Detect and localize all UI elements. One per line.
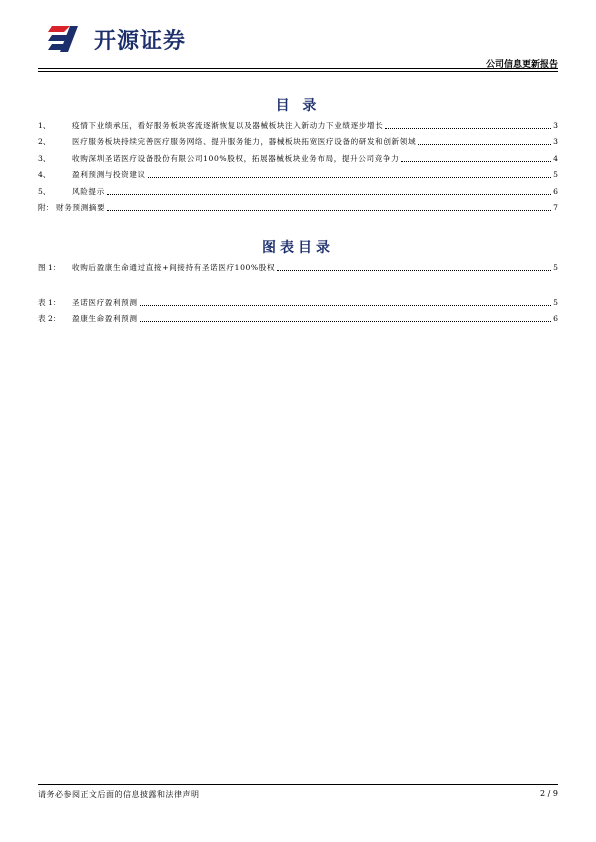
toc-entry-page: 5	[553, 170, 558, 179]
toc-entry-text: 风险提示	[72, 186, 105, 196]
toc-entry[interactable]	[38, 197, 558, 214]
table-entry[interactable]	[38, 291, 558, 308]
toc-entry[interactable]	[38, 147, 558, 164]
leader-dots	[140, 304, 552, 306]
logo-mark-icon	[48, 24, 88, 54]
leader-dots	[401, 160, 551, 162]
table-entry-number: 表 1：	[38, 297, 61, 307]
table-entry-text: 盈康生命盈利预测	[72, 314, 138, 323]
leader-dots	[148, 176, 551, 178]
figures-title: 图表目录	[262, 240, 334, 256]
toc-entry-text: 财务预测摘要	[56, 203, 106, 212]
toc-entry[interactable]	[38, 180, 558, 197]
page-number: 2 / 9	[540, 789, 558, 798]
leader-dots	[418, 143, 551, 145]
figure-entry-number: 图 1：	[38, 262, 61, 272]
toc-entry-number: 2、	[38, 137, 51, 146]
toc-entry-text: 收购深圳圣诺医疗设备股份有限公司100%股权，拓展器械板块业务布局，提升公司竞争力	[72, 153, 400, 163]
toc-entry-page: 3	[553, 120, 558, 130]
table-entry-number: 表 2：	[38, 314, 61, 323]
toc-entry-text: 盈利预测与投资建议	[72, 170, 146, 179]
toc-entry[interactable]	[38, 114, 558, 131]
table-list	[38, 291, 558, 324]
table-entry-page: 6	[553, 314, 558, 323]
leader-dots	[107, 193, 551, 195]
footer-disclaimer: 请务必参阅正文后面的信息披露和法律声明	[38, 790, 200, 799]
toc-entry-number: 5、	[38, 186, 51, 196]
report-type-label: 公司信息更新报告	[485, 60, 558, 70]
header-divider-thin	[38, 71, 558, 72]
toc-entry-number: 3、	[38, 153, 51, 163]
company-logo	[48, 22, 186, 56]
toc-entry-number: 4、	[38, 170, 51, 179]
leader-dots	[107, 209, 551, 211]
toc-entry-text: 疫情下业绩承压，看好服务板块客流逐渐恢复以及器械板块注入新动力下业绩逐步增长	[72, 120, 384, 130]
toc-entry-page: 7	[553, 203, 558, 212]
figure-entry-text: 收购后盈康生命通过直接+间接持有圣诺医疗100%股权	[72, 262, 276, 272]
leader-dots	[277, 269, 551, 271]
header-divider	[38, 68, 558, 69]
toc-entry-number: 附：	[38, 203, 54, 212]
logo-text: 开源证券	[94, 28, 187, 54]
table-entry-page: 5	[553, 297, 558, 307]
toc-entry-page: 6	[553, 186, 558, 196]
toc-list	[38, 114, 558, 213]
toc-entry[interactable]	[38, 164, 558, 181]
leader-dots	[385, 127, 551, 129]
toc-entry-number: 1、	[38, 120, 51, 130]
figure-list	[38, 256, 558, 273]
toc-entry-text: 医疗服务板块持续完善医疗服务网络、提升服务能力，器械板块拓宽医疗设备的研发和创新领域	[72, 137, 417, 146]
table-entry-text: 圣诺医疗盈利预测	[72, 297, 138, 307]
figure-entry[interactable]	[38, 256, 558, 273]
footer-divider	[38, 784, 558, 785]
toc-entry-page: 4	[553, 153, 558, 163]
table-entry[interactable]	[38, 308, 558, 325]
toc-title: 目 录	[275, 98, 321, 114]
toc-entry-page: 3	[553, 137, 558, 146]
toc-entry[interactable]	[38, 131, 558, 148]
leader-dots	[140, 320, 552, 322]
figure-entry-page: 5	[553, 262, 558, 272]
